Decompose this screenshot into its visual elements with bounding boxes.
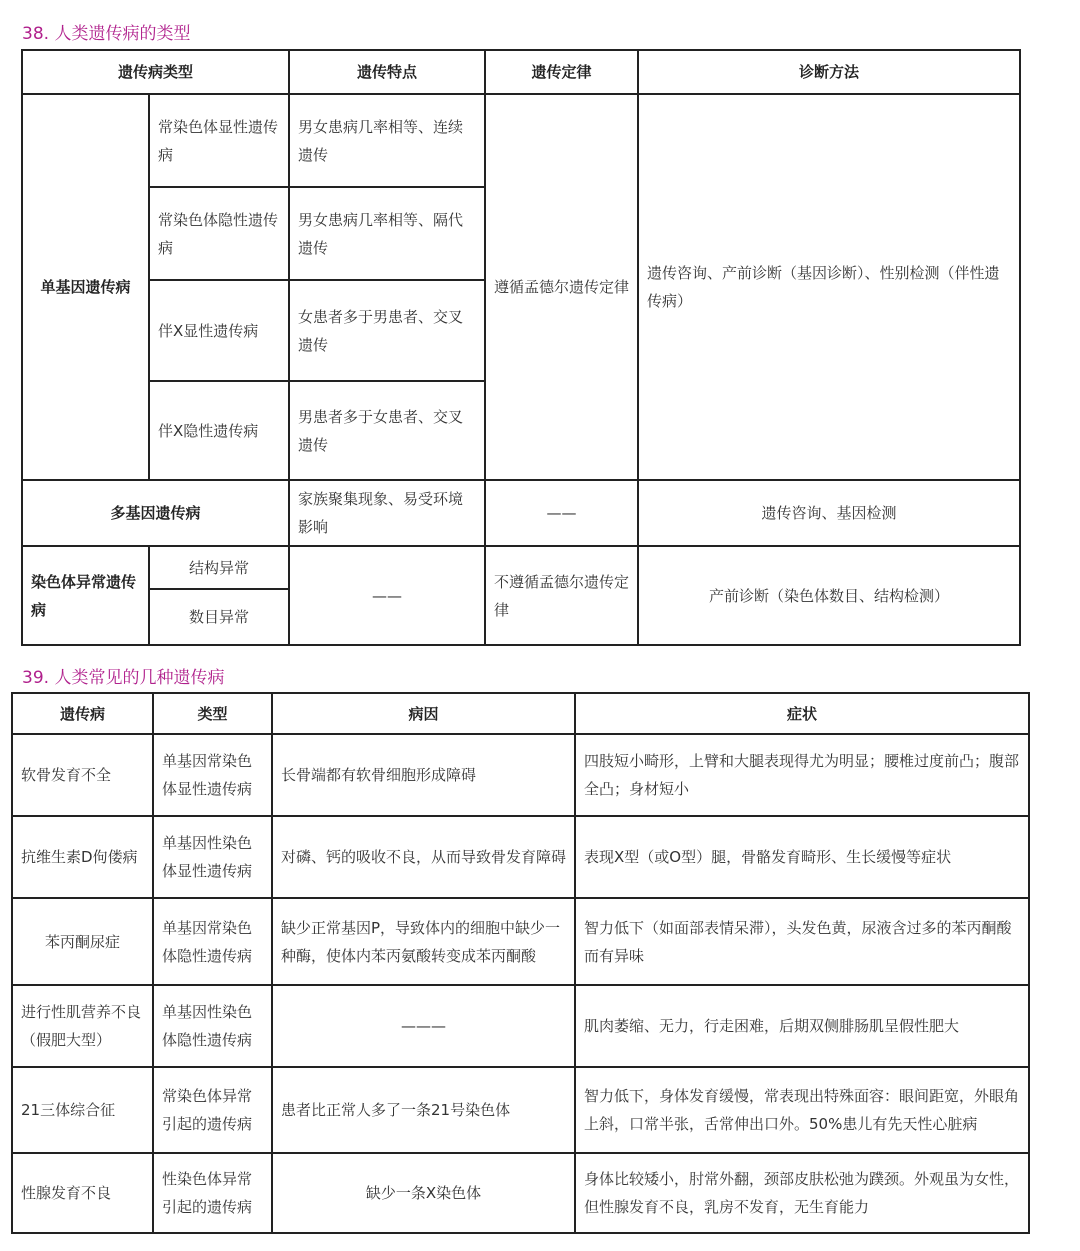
header-row	[22, 50, 1020, 94]
symptom-cell: 智力低下（如面部表情呆滞），头发色黄，尿液含过多的苯丙酮酸而有异味	[575, 898, 1029, 985]
feature-cell: 男女患病几率相等、隔代遗传	[289, 187, 485, 280]
subtype-cell: 常染色体隐性遗传病	[149, 187, 289, 280]
chromosome-law: 不遵循孟德尔遗传定律	[485, 546, 638, 645]
header-law: 遗传定律	[485, 50, 638, 94]
header-disease-type: 遗传病类型	[22, 50, 289, 94]
chromosome-subtype-number: 数目异常	[149, 589, 289, 645]
table-row	[22, 546, 1020, 589]
multi-gene-feature: 家族聚集现象、易受环境影响	[289, 480, 485, 546]
table-row	[12, 985, 1029, 1067]
disease-cell: 苯丙酮尿症	[12, 898, 153, 985]
single-gene-label: 单基因遗传病	[22, 94, 149, 480]
symptom-cell: 肌肉萎缩、无力，行走困难，后期双侧腓肠肌呈假性肥大	[575, 985, 1029, 1067]
type-cell: 常染色体异常引起的遗传病	[153, 1067, 272, 1153]
cause-cell: ———	[272, 985, 575, 1067]
cause-cell: 患者比正常人多了一条21号染色体	[272, 1067, 575, 1153]
disease-cell: 抗维生素D佝偻病	[12, 816, 153, 898]
feature-cell: 女患者多于男患者、交叉遗传	[289, 280, 485, 381]
header-row	[12, 693, 1029, 734]
cause-cell: 长骨端都有软骨细胞形成障碍	[272, 734, 575, 816]
table-row	[12, 898, 1029, 985]
type-cell: 单基因性染色体隐性遗传病	[153, 985, 272, 1067]
disease-cell: 软骨发育不全	[12, 734, 153, 816]
table-row	[22, 480, 1020, 546]
disease-cell: 进行性肌营养不良（假肥大型）	[12, 985, 153, 1067]
type-cell: 性染色体异常引起的遗传病	[153, 1153, 272, 1233]
common-genetic-diseases-table	[11, 692, 1030, 1234]
table-row	[12, 1067, 1029, 1153]
multi-gene-law: ——	[485, 480, 638, 546]
type-cell: 单基因常染色体显性遗传病	[153, 734, 272, 816]
cause-cell: 缺少正常基因P，导致体内的细胞中缺少一种酶，使体内苯丙氨酸转变成苯丙酮酸	[272, 898, 575, 985]
feature-cell: 男患者多于女患者、交叉遗传	[289, 381, 485, 480]
symptom-cell: 表现X型（或O型）腿，骨骼发育畸形、生长缓慢等症状	[575, 816, 1029, 898]
subtype-cell: 伴X隐性遗传病	[149, 381, 289, 480]
subtype-cell: 常染色体显性遗传病	[149, 94, 289, 187]
chromosome-label: 染色体异常遗传病	[22, 546, 149, 645]
header-disease: 遗传病	[12, 693, 153, 734]
disease-cell: 21三体综合征	[12, 1067, 153, 1153]
symptom-cell: 四肢短小畸形，上臂和大腿表现得尤为明显；腰椎过度前凸；腹部全凸；身材短小	[575, 734, 1029, 816]
single-gene-diagnosis: 遗传咨询、产前诊断（基因诊断）、性别检测（伴性遗传病）	[638, 94, 1020, 480]
chromosome-diagnosis: 产前诊断（染色体数目、结构检测）	[638, 546, 1020, 645]
chromosome-feature: ——	[289, 546, 485, 645]
header-symptom: 症状	[575, 693, 1029, 734]
section-38-title: 38. 人类遗传病的类型	[22, 24, 191, 44]
header-feature: 遗传特点	[289, 50, 485, 94]
disease-cell: 性腺发育不良	[12, 1153, 153, 1233]
chromosome-subtype-structure: 结构异常	[149, 546, 289, 589]
single-gene-law: 遵循孟德尔遗传定律	[485, 94, 638, 480]
multi-gene-diagnosis: 遗传咨询、基因检测	[638, 480, 1020, 546]
symptom-cell: 智力低下，身体发育缓慢，常表现出特殊面容：眼间距宽，外眼角上斜，口常半张，舌常伸出口外。50%患儿有先天性心脏病	[575, 1067, 1029, 1153]
header-cause: 病因	[272, 693, 575, 734]
genetic-disease-types-table	[21, 49, 1021, 646]
multi-gene-label: 多基因遗传病	[22, 480, 289, 546]
cause-cell: 对磷、钙的吸收不良，从而导致骨发育障碍	[272, 816, 575, 898]
cause-cell: 缺少一条X染色体	[272, 1153, 575, 1233]
section-39-title: 39. 人类常见的几种遗传病	[22, 668, 225, 688]
type-cell: 单基因性染色体显性遗传病	[153, 816, 272, 898]
table-row	[12, 1153, 1029, 1233]
table-row	[22, 94, 1020, 187]
feature-cell: 男女患病几率相等、连续遗传	[289, 94, 485, 187]
type-cell: 单基因常染色体隐性遗传病	[153, 898, 272, 985]
symptom-cell: 身体比较矮小，肘常外翻，颈部皮肤松弛为蹼颈。外观虽为女性，但性腺发育不良，乳房不发育，无生育能力	[575, 1153, 1029, 1233]
table-row	[12, 734, 1029, 816]
header-type: 类型	[153, 693, 272, 734]
header-diagnosis: 诊断方法	[638, 50, 1020, 94]
subtype-cell: 伴X显性遗传病	[149, 280, 289, 381]
table-row	[12, 816, 1029, 898]
